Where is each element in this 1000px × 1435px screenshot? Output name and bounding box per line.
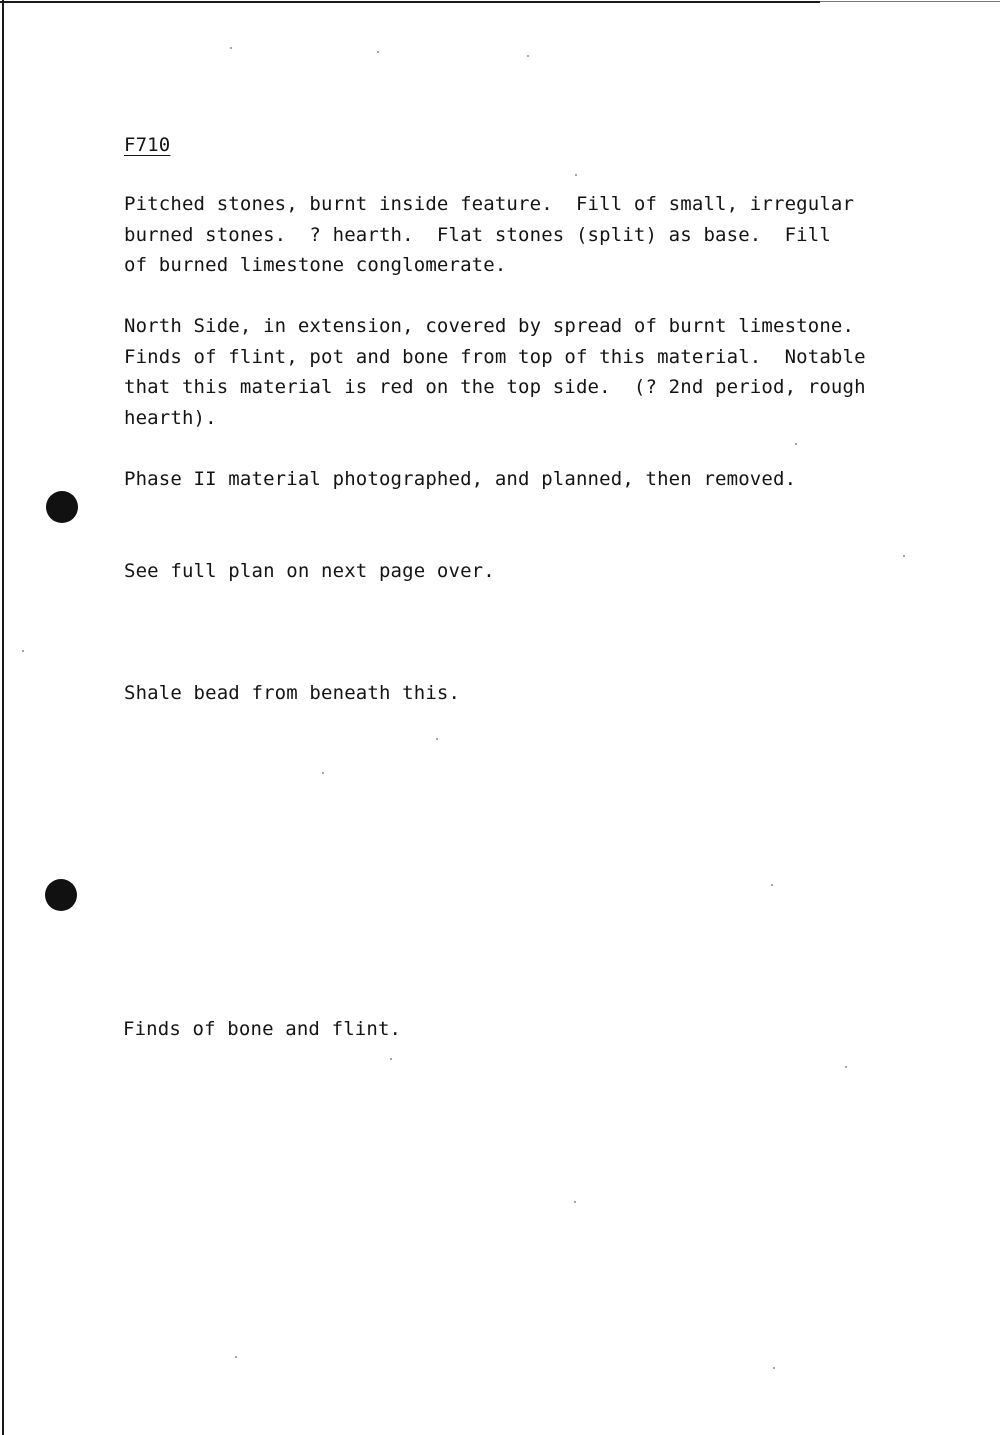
scan-speck bbox=[795, 443, 797, 445]
page-top-edge bbox=[0, 1, 820, 3]
scan-speck bbox=[390, 1058, 392, 1060]
scan-speck bbox=[22, 650, 24, 652]
scan-speck bbox=[377, 51, 379, 53]
scan-speck bbox=[845, 1066, 847, 1068]
text-line: North Side, in extension, covered by spread of burnt limestone. bbox=[124, 315, 855, 337]
text-line: that this material is red on the top side. (? 2nd period, rough bbox=[124, 376, 866, 398]
page-top-edge-faint bbox=[820, 1, 1000, 2]
text-line: Finds of flint, pot and bone from top of this material. Notable bbox=[124, 345, 866, 368]
scan-speck bbox=[235, 1356, 237, 1358]
scan-speck bbox=[574, 1201, 576, 1203]
punch-hole-upper bbox=[46, 491, 78, 523]
text-line: Finds of bone and flint. bbox=[123, 1018, 402, 1040]
scan-speck bbox=[436, 738, 438, 740]
paragraph-description bbox=[124, 189, 854, 281]
paragraph-shale-bead bbox=[124, 678, 460, 709]
text-line: Pitched stones, burnt inside feature. Fill of small, irregular bbox=[124, 193, 855, 215]
scan-speck bbox=[527, 55, 529, 57]
feature-heading: F710 bbox=[124, 134, 171, 156]
punch-hole-lower bbox=[45, 879, 77, 911]
scan-speck bbox=[230, 47, 232, 49]
paragraph-phase-two bbox=[124, 464, 796, 495]
text-line: burned stones. ? hearth. Flat stones (split) as base. Fill bbox=[124, 223, 831, 246]
text-line: Phase II material photographed, and planned, then removed. bbox=[124, 468, 797, 490]
text-line: See full plan on next page over. bbox=[124, 560, 495, 582]
scan-speck bbox=[903, 555, 905, 557]
scan-speck bbox=[322, 772, 324, 774]
paragraph-plan-reference bbox=[124, 556, 495, 587]
scan-speck bbox=[575, 174, 577, 176]
paragraph-finds bbox=[123, 1014, 401, 1045]
paragraph-north-side bbox=[124, 311, 866, 433]
text-line: hearth). bbox=[124, 406, 217, 429]
text-line: of burned limestone conglomerate. bbox=[124, 254, 507, 276]
scan-speck bbox=[771, 884, 773, 886]
text-line: Shale bead from beneath this. bbox=[124, 682, 461, 704]
scan-speck bbox=[773, 1367, 775, 1369]
page-left-edge bbox=[2, 0, 4, 1435]
